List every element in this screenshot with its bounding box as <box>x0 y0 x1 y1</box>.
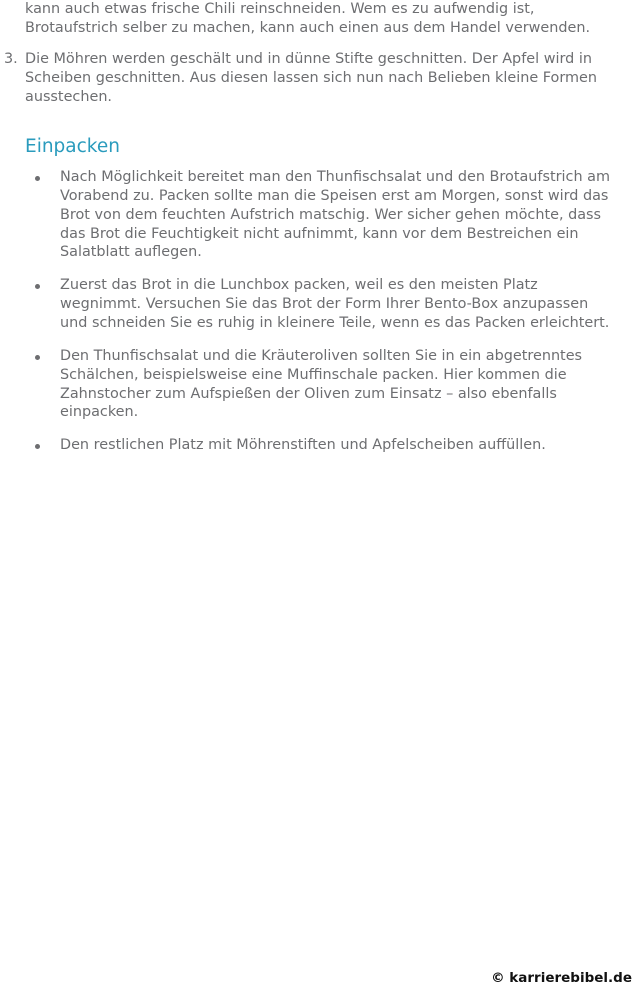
bullet-dot-2 <box>35 284 40 289</box>
copyright-footer: © karrierebibel.de <box>491 970 632 986</box>
bullet-3-line-4: einpacken. <box>60 404 139 420</box>
step-number-3: 3. <box>4 51 18 67</box>
bullet-1-line-4: das Brot die Feuchtigkeit nicht aufnimmt, kann vor dem Bestreichen ein <box>60 226 579 242</box>
bullet-1-line-1: Nach Möglichkeit bereitet man den Thunfischsalat und den Brotaufstrich am <box>60 169 610 185</box>
bullet-3-line-2: Schälchen, beispielsweise eine Muffinschale packen. Hier kommen die <box>60 367 567 383</box>
bullet-dot-1 <box>35 176 40 181</box>
intro-line-1: kann auch etwas frische Chili reinschneiden. Wem es zu aufwendig ist, <box>25 1 535 17</box>
bullet-dot-3 <box>35 355 40 360</box>
step3-line-3: ausstechen. <box>25 89 113 105</box>
bullet-dot-4 <box>35 444 40 449</box>
bullet-1-line-2: Vorabend zu. Packen sollte man die Speisen erst am Morgen, sonst wird das <box>60 188 609 204</box>
step3-line-2: Scheiben geschnitten. Aus diesen lassen sich nun nach Belieben kleine Formen <box>25 70 597 86</box>
bullet-3-line-1: Den Thunfischsalat und die Kräuteroliven sollten Sie in ein abgetrenntes <box>60 348 583 364</box>
intro-line-2: Brotaufstrich selber zu machen, kann auch einen aus dem Handel verwenden. <box>25 20 591 36</box>
step3-line-1: Die Möhren werden geschält und in dünne Stifte geschnitten. Der Apfel wird in <box>25 51 592 67</box>
bullet-2-line-3: und schneiden Sie es ruhig in kleinere Teile, wenn es das Packen erleichtert. <box>60 315 610 331</box>
bullet-3-line-3: Zahnstocher zum Aufspießen der Oliven zum Einsatz – also ebenfalls <box>60 386 557 402</box>
bullet-4-line-1: Den restlichen Platz mit Möhrenstiften und Apfelscheiben auffüllen. <box>60 437 546 453</box>
bullet-2-line-2: wegnimmt. Versuchen Sie das Brot der Form Ihrer Bento-Box anzupassen <box>60 296 589 312</box>
bullet-1-line-5: Salatblatt auflegen. <box>60 244 202 260</box>
bullet-1-line-3: Brot von dem feuchten Aufstrich matschig. Wer sicher gehen möchte, dass <box>60 207 602 223</box>
section-heading-einpacken: Einpacken <box>25 136 120 157</box>
bullet-2-line-1: Zuerst das Brot in die Lunchbox packen, weil es den meisten Platz <box>60 277 538 293</box>
